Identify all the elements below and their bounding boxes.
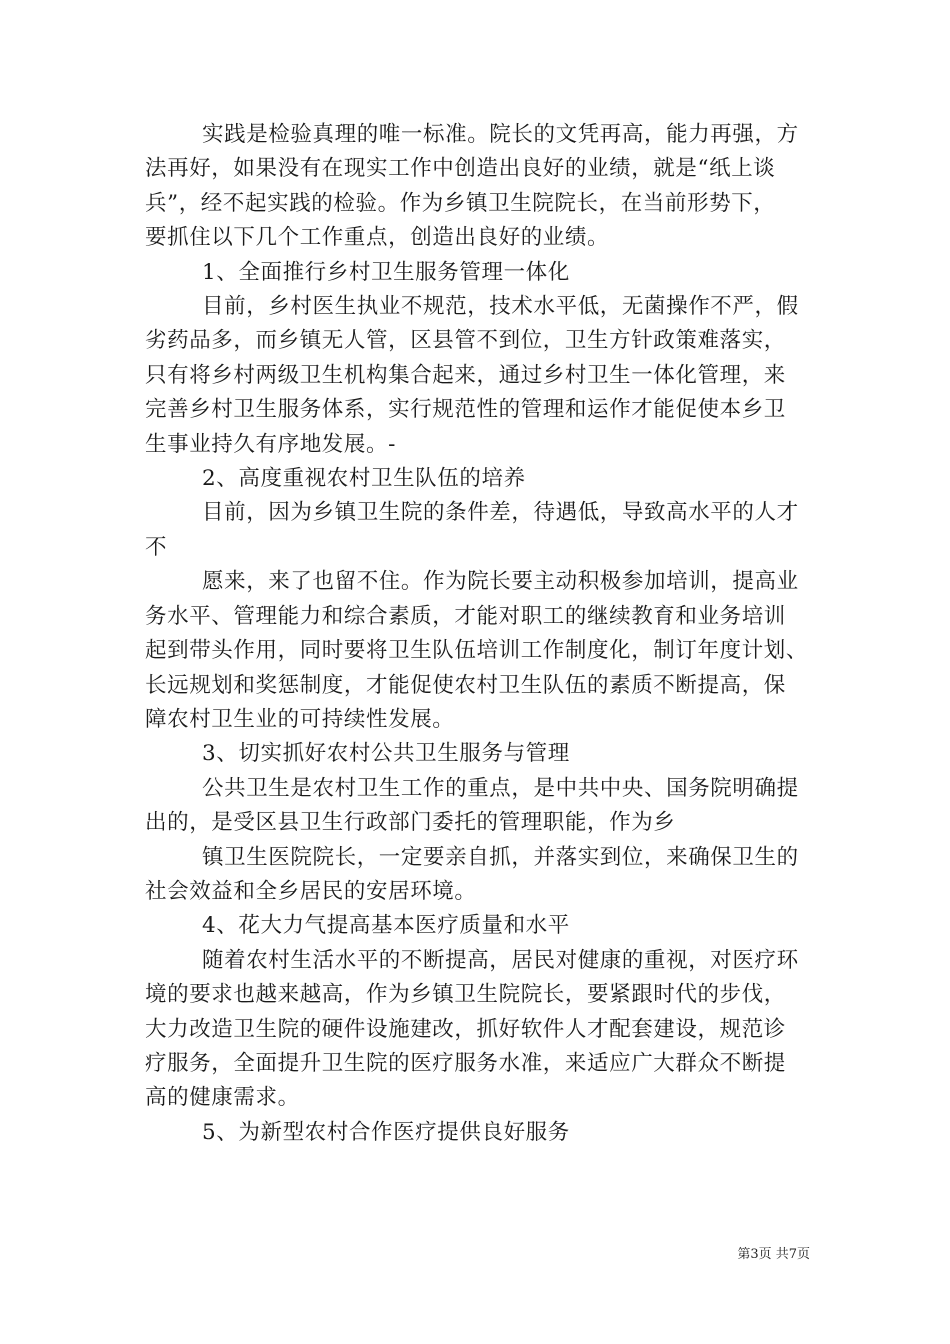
text-line: 法再好，如果没有在现实工作中创造出良好的业绩，就是“纸上谈 [145, 156, 776, 182]
text-line: 要抓住以下几个工作重点，创造出良好的业绩。 [145, 225, 610, 251]
text-line: 实践是检验真理的唯一标准。院长的文凭再高，能力再强，方 [202, 122, 799, 147]
text-line: 随着农村生活水平的不断提高，居民对健康的重视，对医疗环 [202, 947, 799, 973]
text-line: 兵”，经不起实践的检验。作为乡镇卫生院院长，在当前形势下， [145, 190, 776, 216]
text-line: 高的健康需求。 [145, 1085, 300, 1111]
text-line: 只有将乡村两级卫生机构集合起来，通过乡村卫生一体化管理，来 [145, 362, 786, 388]
text-line: 社会效益和全乡居民的安居环境。 [145, 878, 477, 904]
text-line: 务水平、管理能力和综合素质，才能对职工的继续教育和业务培训 [145, 603, 786, 629]
text-line: 境的要求也越来越高，作为乡镇卫生院院长，要紧跟时代的步伐， [145, 982, 786, 1008]
text-line: 障农村卫生业的可持续性发展。 [145, 706, 455, 732]
text-line: 公共卫生是农村卫生工作的重点，是中共中央、国务院明确提 [202, 775, 799, 801]
text-line: 疗服务，全面提升卫生院的医疗服务水准，来适应广大群众不断提 [145, 1050, 786, 1076]
document-body [145, 118, 810, 1150]
text-line: 愿来，来了也留不住。作为院长要主动积极参加培训，提高业 [202, 569, 799, 595]
text-line: 出的，是受区县卫生行政部门委托的管理职能，作为乡 [145, 810, 676, 836]
text-line: 生事业持久有序地发展。- [145, 431, 396, 457]
text-line: 大力改造卫生院的硬件设施建改，抓好软件人才配套建设，规范诊 [145, 1016, 786, 1042]
text-line: 目前，乡村医生执业不规范，技术水平低，无菌操作不严，假 [202, 294, 799, 320]
page-number: 第3页 共7页 [737, 1247, 810, 1262]
text-line: 5、为新型农村合作医疗提供良好服务 [202, 1119, 570, 1145]
text-line: 2、高度重视农村卫生队伍的培养 [202, 466, 526, 492]
text-line: 长远规划和奖惩制度，才能促使农村卫生队伍的素质不断提高，保 [145, 672, 786, 698]
text-line: 镇卫生医院院长，一定要亲自抓，并落实到位，来确保卫生的 [202, 844, 799, 870]
text-line: 不 [145, 534, 168, 560]
text-line: 目前，因为乡镇卫生院的条件差，待遇低，导致高水平的人才 [202, 500, 799, 526]
text-line: 起到带头作用，同时要将卫生队伍培训工作制度化，制订年度计划、 [145, 638, 809, 664]
text-line: 1、全面推行乡村卫生服务管理一体化 [202, 259, 570, 285]
text-line: 3、切实抓好农村公共卫生服务与管理 [202, 741, 570, 767]
text-line: 劣药品多，而乡镇无人管，区县管不到位，卫生方针政策难落实， [145, 328, 786, 354]
text-line: 完善乡村卫生服务体系，实行规范性的管理和运作才能促使本乡卫 [145, 397, 786, 423]
text-line: 4、花大力气提高基本医疗质量和水平 [202, 913, 570, 939]
